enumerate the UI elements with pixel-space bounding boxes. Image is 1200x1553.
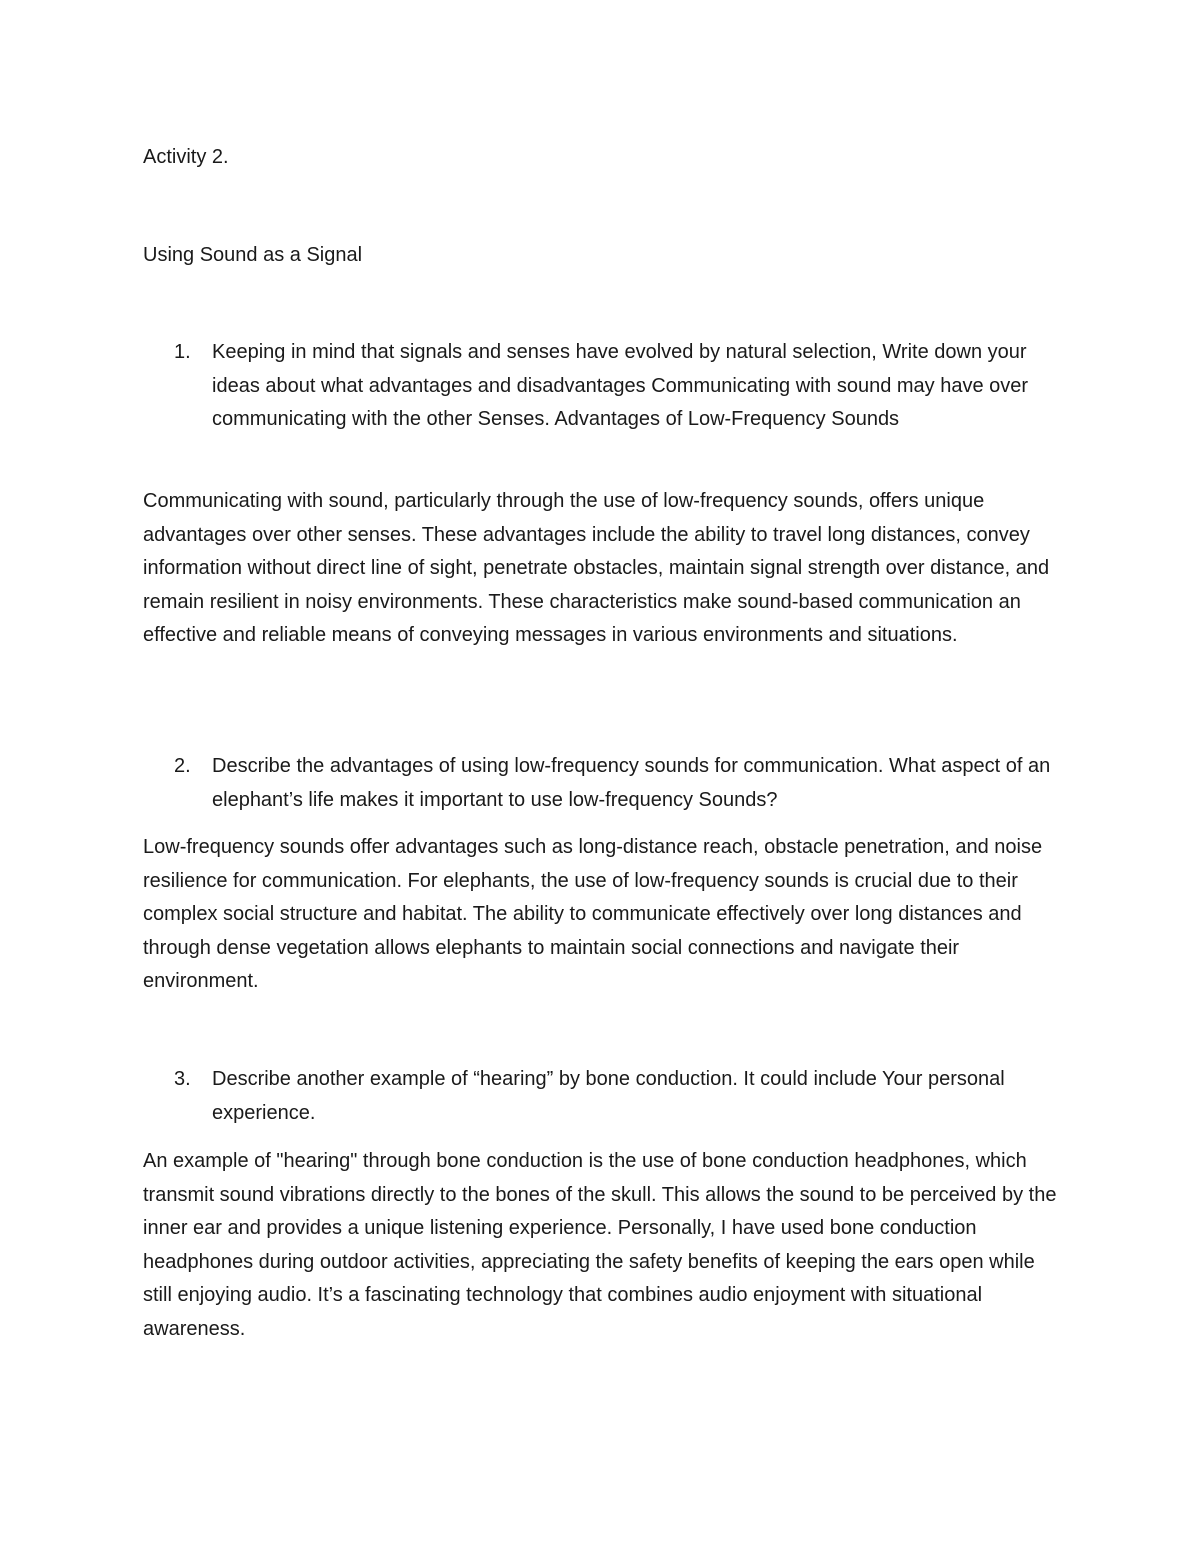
question-text: Describe the advantages of using low-frequency sounds for communication. What aspect of an elephant’s life makes it important to use low-frequency Sounds? <box>212 755 1051 811</box>
activity-title: Activity 2. <box>143 146 229 168</box>
section-title: Using Sound as a Signal <box>143 244 363 266</box>
answer-2: Low-frequency sounds offer advantages such as long-distance reach, obstacle penetration, and noise resilience for communication. For elephants, the use of low-frequency sounds is crucial due to their complex social structure and habitat. The ability to communicate effectively over long distances and through dense vegetation allows elephants to maintain social connections and navigate their environment. <box>143 836 1043 992</box>
question-number: 3. <box>174 1068 191 1090</box>
question-number: 1. <box>174 341 191 363</box>
question-text: Describe another example of “hearing” by bone conduction. It could include Your personal experience. <box>212 1068 1005 1124</box>
answer-3: An example of "hearing" through bone conduction is the use of bone conduction headphones, which transmit sound vibrations directly to the bones of the skull. This allows the sound to be perceived by the inner ear and provides a unique listening experience. Personally, I have used bone conduction headphones during outdoor activities, appreciating the safety benefits of keeping the ears open while still enjoying audio. It’s a fascinating technology that combines audio enjoyment with situational awareness. <box>143 1150 1057 1340</box>
question-number: 2. <box>174 755 191 777</box>
answer-1: Communicating with sound, particularly through the use of low-frequency sounds, offers unique advantages over other senses. These advantages include the ability to travel long distances, convey information without direct line of sight, penetrate obstacles, maintain signal strength over distance, and remain resilient in noisy environments. These characteristics make sound-based communication an effective and reliable means of conveying messages in various environments and situations. <box>143 490 1050 646</box>
question-text: Keeping in mind that signals and senses have evolved by natural selection, Write down your ideas about what advantages and disadvantages Communicating with sound may have over communicating with the other Senses. Advantages of Low-Frequency Sounds <box>212 341 1029 430</box>
